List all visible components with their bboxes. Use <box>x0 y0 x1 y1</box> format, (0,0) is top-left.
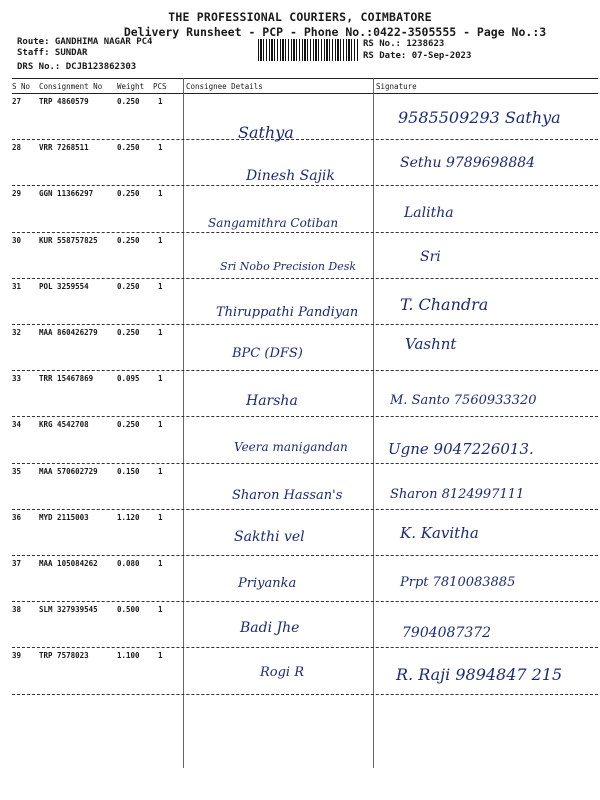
row-consignment-no: TRP 7578023 <box>39 651 89 661</box>
row-consignment-no: KUR 558757825 <box>39 235 98 245</box>
row-consignment-no: POL 3259554 <box>39 281 89 291</box>
row-divider <box>12 416 598 417</box>
row-sno: 35 <box>12 466 22 476</box>
handwritten-consignee: Sharon Hassan's <box>232 488 343 503</box>
runsheet-subtitle: Delivery Runsheet - PCP - Phone No.:0422-3505555 - Page No.:3 <box>123 25 547 39</box>
handwritten-consignee: Badi Jhe <box>240 620 300 636</box>
row-weight: 0.250 <box>117 189 140 199</box>
staff-label: Staff: SUNDAR <box>17 48 88 58</box>
handwritten-signature: Prpt 7810083885 <box>400 575 516 590</box>
handwritten-consignee: Rogi R <box>260 665 305 680</box>
handwritten-consignee: BPC (DFS) <box>232 346 303 361</box>
rs-number: RS No.: 1238623 <box>363 39 445 49</box>
column-divider <box>183 78 184 768</box>
row-weight: 0.250 <box>117 420 140 430</box>
handwritten-consignee: Thiruppathi Pandiyan <box>216 305 359 320</box>
row-sno: 30 <box>12 235 22 245</box>
row-divider <box>12 139 598 140</box>
row-divider <box>12 463 598 464</box>
row-pcs: 1 <box>158 420 163 430</box>
row-pcs: 1 <box>158 466 163 476</box>
row-divider <box>12 324 598 325</box>
column-divider <box>373 78 374 768</box>
row-weight: 0.250 <box>117 143 140 153</box>
row-sno: 39 <box>12 651 22 661</box>
col-header-consignee: Consignee Details <box>186 82 263 91</box>
row-pcs: 1 <box>158 97 163 106</box>
handwritten-consignee: Sri Nobo Precision Desk <box>220 260 357 273</box>
row-consignment-no: SLM 327939545 <box>39 605 98 615</box>
row-weight: 0.250 <box>117 97 140 106</box>
row-consignment-no: VRR 7268511 <box>39 143 89 153</box>
row-pcs: 1 <box>158 512 163 522</box>
col-header-signature: Signature <box>376 82 417 91</box>
barcode <box>258 39 358 61</box>
row-weight: 0.150 <box>117 466 140 476</box>
handwritten-signature: Vashnt <box>405 335 457 353</box>
handwritten-consignee: Sakthi vel <box>234 529 305 545</box>
row-pcs: 1 <box>158 328 163 337</box>
handwritten-signature: Sri <box>420 249 441 265</box>
handwritten-signature: Sethu 9789698884 <box>400 155 536 171</box>
row-pcs: 1 <box>158 235 163 245</box>
row-weight: 0.250 <box>117 281 140 291</box>
handwritten-signature: Lalitha <box>404 205 454 221</box>
row-consignment-no: MAA 570602729 <box>39 466 98 476</box>
handwritten-signature: Sharon 8124997111 <box>390 487 525 502</box>
row-sno: 34 <box>12 420 22 430</box>
row-divider <box>12 278 598 279</box>
row-weight: 0.250 <box>117 328 140 337</box>
row-sno: 31 <box>12 281 22 291</box>
handwritten-consignee: Priyanka <box>238 576 297 591</box>
route-label: Route: GANDHIMA NAGAR PC4 <box>17 37 153 47</box>
drs-number: DRS No.: DCJB123862303 <box>17 62 137 72</box>
col-header-pcs: PCS <box>153 82 167 91</box>
row-sno: 38 <box>12 605 22 615</box>
row-consignment-no: GGN 11366297 <box>39 189 94 199</box>
row-divider <box>12 185 598 186</box>
row-consignment-no: TRP 4860579 <box>39 97 89 106</box>
handwritten-consignee: Veera manigandan <box>234 440 348 454</box>
row-pcs: 1 <box>158 189 163 199</box>
row-divider <box>12 694 598 695</box>
row-weight: 1.120 <box>117 512 140 522</box>
row-weight: 0.250 <box>117 235 140 245</box>
row-weight: 1.100 <box>117 651 140 661</box>
row-sno: 36 <box>12 512 22 522</box>
row-weight: 0.500 <box>117 605 140 615</box>
handwritten-signature: 7904087372 <box>402 625 492 641</box>
row-sno: 32 <box>12 328 22 337</box>
row-sno: 37 <box>12 559 22 568</box>
row-divider <box>12 601 598 602</box>
row-divider <box>12 232 598 233</box>
col-header-weight: Weight <box>117 82 145 91</box>
row-sno: 33 <box>12 374 22 384</box>
col-header-consignment: Consignment No <box>39 82 103 91</box>
row-consignment-no: MYD 2115003 <box>39 512 89 522</box>
handwritten-consignee: Sangamithra Cotiban <box>208 216 339 230</box>
row-divider <box>12 370 598 371</box>
row-pcs: 1 <box>158 605 163 615</box>
table-top-rule <box>12 78 598 79</box>
row-pcs: 1 <box>158 559 163 568</box>
row-divider <box>12 647 598 648</box>
row-consignment-no: MAA 860426279 <box>39 328 98 337</box>
handwritten-signature: K. Kavitha <box>400 524 479 542</box>
handwritten-consignee: Dinesh Sajik <box>246 168 335 184</box>
col-header-sno: S No <box>12 82 31 91</box>
row-pcs: 1 <box>158 651 163 661</box>
row-consignment-no: TRR 15467869 <box>39 374 94 384</box>
rs-date: RS Date: 07-Sep-2023 <box>363 51 472 61</box>
header-bottom-rule <box>12 93 598 94</box>
handwritten-signature: T. Chandra <box>400 295 489 314</box>
row-pcs: 1 <box>158 143 163 153</box>
handwritten-consignee: Harsha <box>246 393 298 409</box>
row-pcs: 1 <box>158 281 163 291</box>
row-sno: 28 <box>12 143 22 153</box>
row-sno: 29 <box>12 189 22 199</box>
handwritten-signature: Ugne 9047226013. <box>388 440 534 458</box>
row-sno: 27 <box>12 97 22 106</box>
row-weight: 0.080 <box>117 559 140 568</box>
row-pcs: 1 <box>158 374 163 384</box>
row-divider <box>12 555 598 556</box>
row-consignment-no: MAA 105084262 <box>39 559 98 568</box>
handwritten-signature: 9585509293 Sathya <box>398 108 561 127</box>
row-consignment-no: KRG 4542708 <box>39 420 89 430</box>
row-weight: 0.095 <box>117 374 140 384</box>
handwritten-signature: M. Santo 7560933320 <box>390 393 537 408</box>
row-divider <box>12 509 598 510</box>
handwritten-signature: R. Raji 9894847 215 <box>396 665 563 684</box>
handwritten-consignee: Sathya <box>238 123 294 142</box>
runsheet-title: THE PROFESSIONAL COURIERS, COIMBATORE <box>168 10 432 24</box>
